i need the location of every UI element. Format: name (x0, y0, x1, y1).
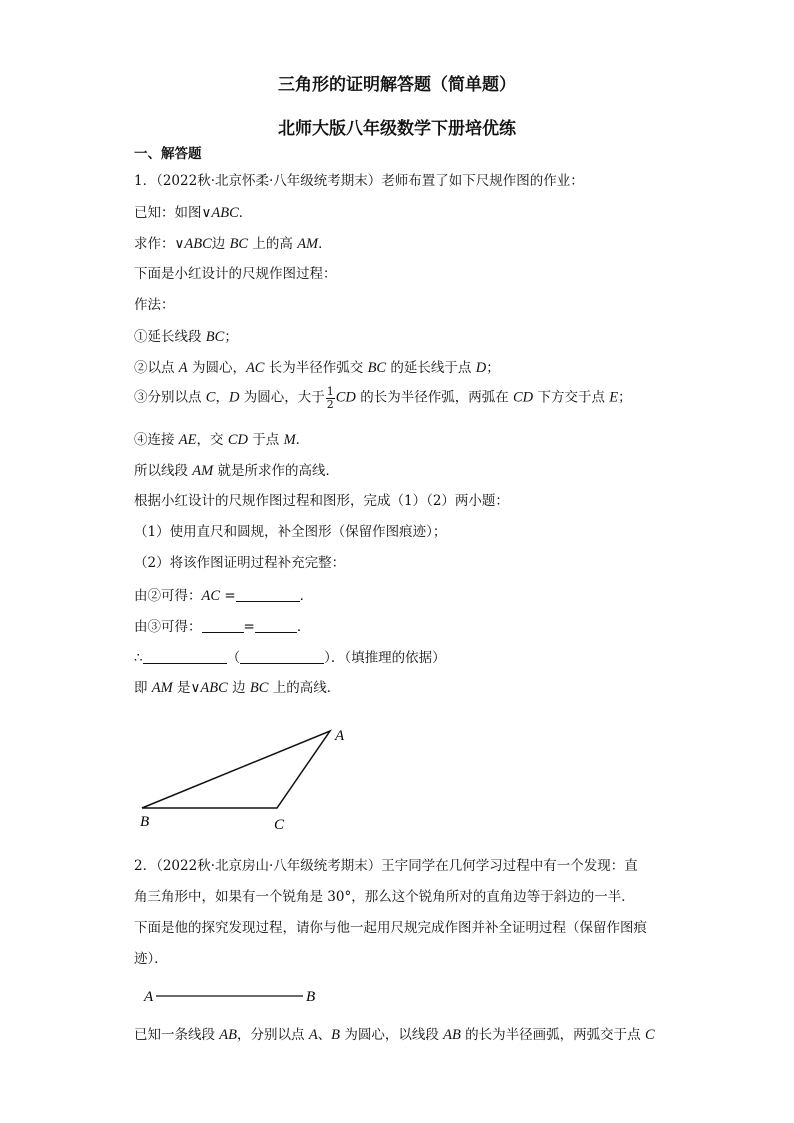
segment-label-b: B (306, 989, 316, 1005)
q2-stem-line-4: 迹）． (134, 951, 168, 967)
answer-blank[interactable] (236, 588, 300, 602)
q1-step-1: ①延长线段 BC； (134, 329, 238, 345)
q1-method-label: 作法： (134, 297, 175, 313)
q2-stem-line-3: 下面是他的探究发现过程，请你与他一起用尺规完成作图并补全证明过程（保留作图痕 (134, 920, 647, 936)
answer-blank[interactable] (143, 650, 227, 664)
segment-ab-figure (140, 985, 330, 1009)
q1-given: 已知：如图∨ABC． (134, 205, 253, 221)
q1-step-4: ④连接 AE，交 CD 于点 M． (134, 432, 310, 448)
q1-part-2: （2）将该作图证明过程补充完整： (134, 555, 346, 571)
answer-blank[interactable] (202, 619, 244, 633)
fraction-one-half: $\frac{1}{2}$ (326, 385, 334, 411)
q1-part-1: （1）使用直尺和圆规，补全图形（保留作图痕迹）； (134, 524, 447, 540)
q2-stem-line-2: 角三角形中，如果有一个锐角是 30°，那么这个锐角所对的直角边等于斜边的一半． (134, 889, 635, 905)
segment-label-a: A (144, 989, 154, 1005)
q1-fill-1: 由②可得：AC = ． (134, 588, 314, 604)
q1-stem: 1．（2022秋·北京怀柔·八年级统考期末）老师布置了如下尺规作图的作业： (134, 173, 584, 189)
q1-step-2: ②以点 A 为圆心，AC 长为半径作弧交 BC 的延长线于点 D； (134, 360, 500, 376)
document-title: 三角形的证明解答题（简单题） (278, 75, 516, 95)
q2-stem-line-1: 2．（2022秋·北京房山·八年级统考期末）王宇同学在几何学习过程中有一个发现：直 (134, 858, 638, 874)
triangle-abc-figure (130, 720, 360, 835)
q1-conclusion: 所以线段 AM 就是所求作的高线． (134, 463, 340, 479)
vertex-label-b: B (140, 814, 150, 830)
triangle-abc (142, 731, 330, 808)
q1-task: 根据小红设计的尺规作图过程和图形，完成（1）（2）两小题： (134, 493, 509, 509)
q1-step-3: ③分别以点 C，D 为圆心，大于 $\frac{1}{2}$ CD 的长为半径作弧，两弧在 CD 下方交于点 E； (134, 385, 632, 411)
q1-final-statement: 即 AM 是∨ABC 边 BC 上的高线． (134, 680, 341, 696)
q1-requirement: 求作：∨ABC边 BC 上的高 AM． (134, 236, 332, 252)
q1-intro: 下面是小红设计的尺规作图过程： (134, 266, 337, 282)
vertex-label-c: C (274, 817, 285, 833)
vertex-label-a: A (335, 728, 345, 744)
q1-fill-2: 由③可得： = ． (134, 619, 311, 635)
q1-fill-3: ∴ （ ）．（填推理的依据） (134, 650, 446, 666)
q2-construction-text: 已知一条线段 AB，分别以点 A、B 为圆心，以线段 AB 的长为半径画弧，两弧交于点 C (134, 1027, 655, 1043)
document-subtitle: 北师大版八年级数学下册培优练 (278, 119, 516, 139)
answer-blank[interactable] (240, 650, 324, 664)
answer-blank[interactable] (255, 619, 297, 633)
section-heading: 一、解答题 (134, 146, 202, 162)
